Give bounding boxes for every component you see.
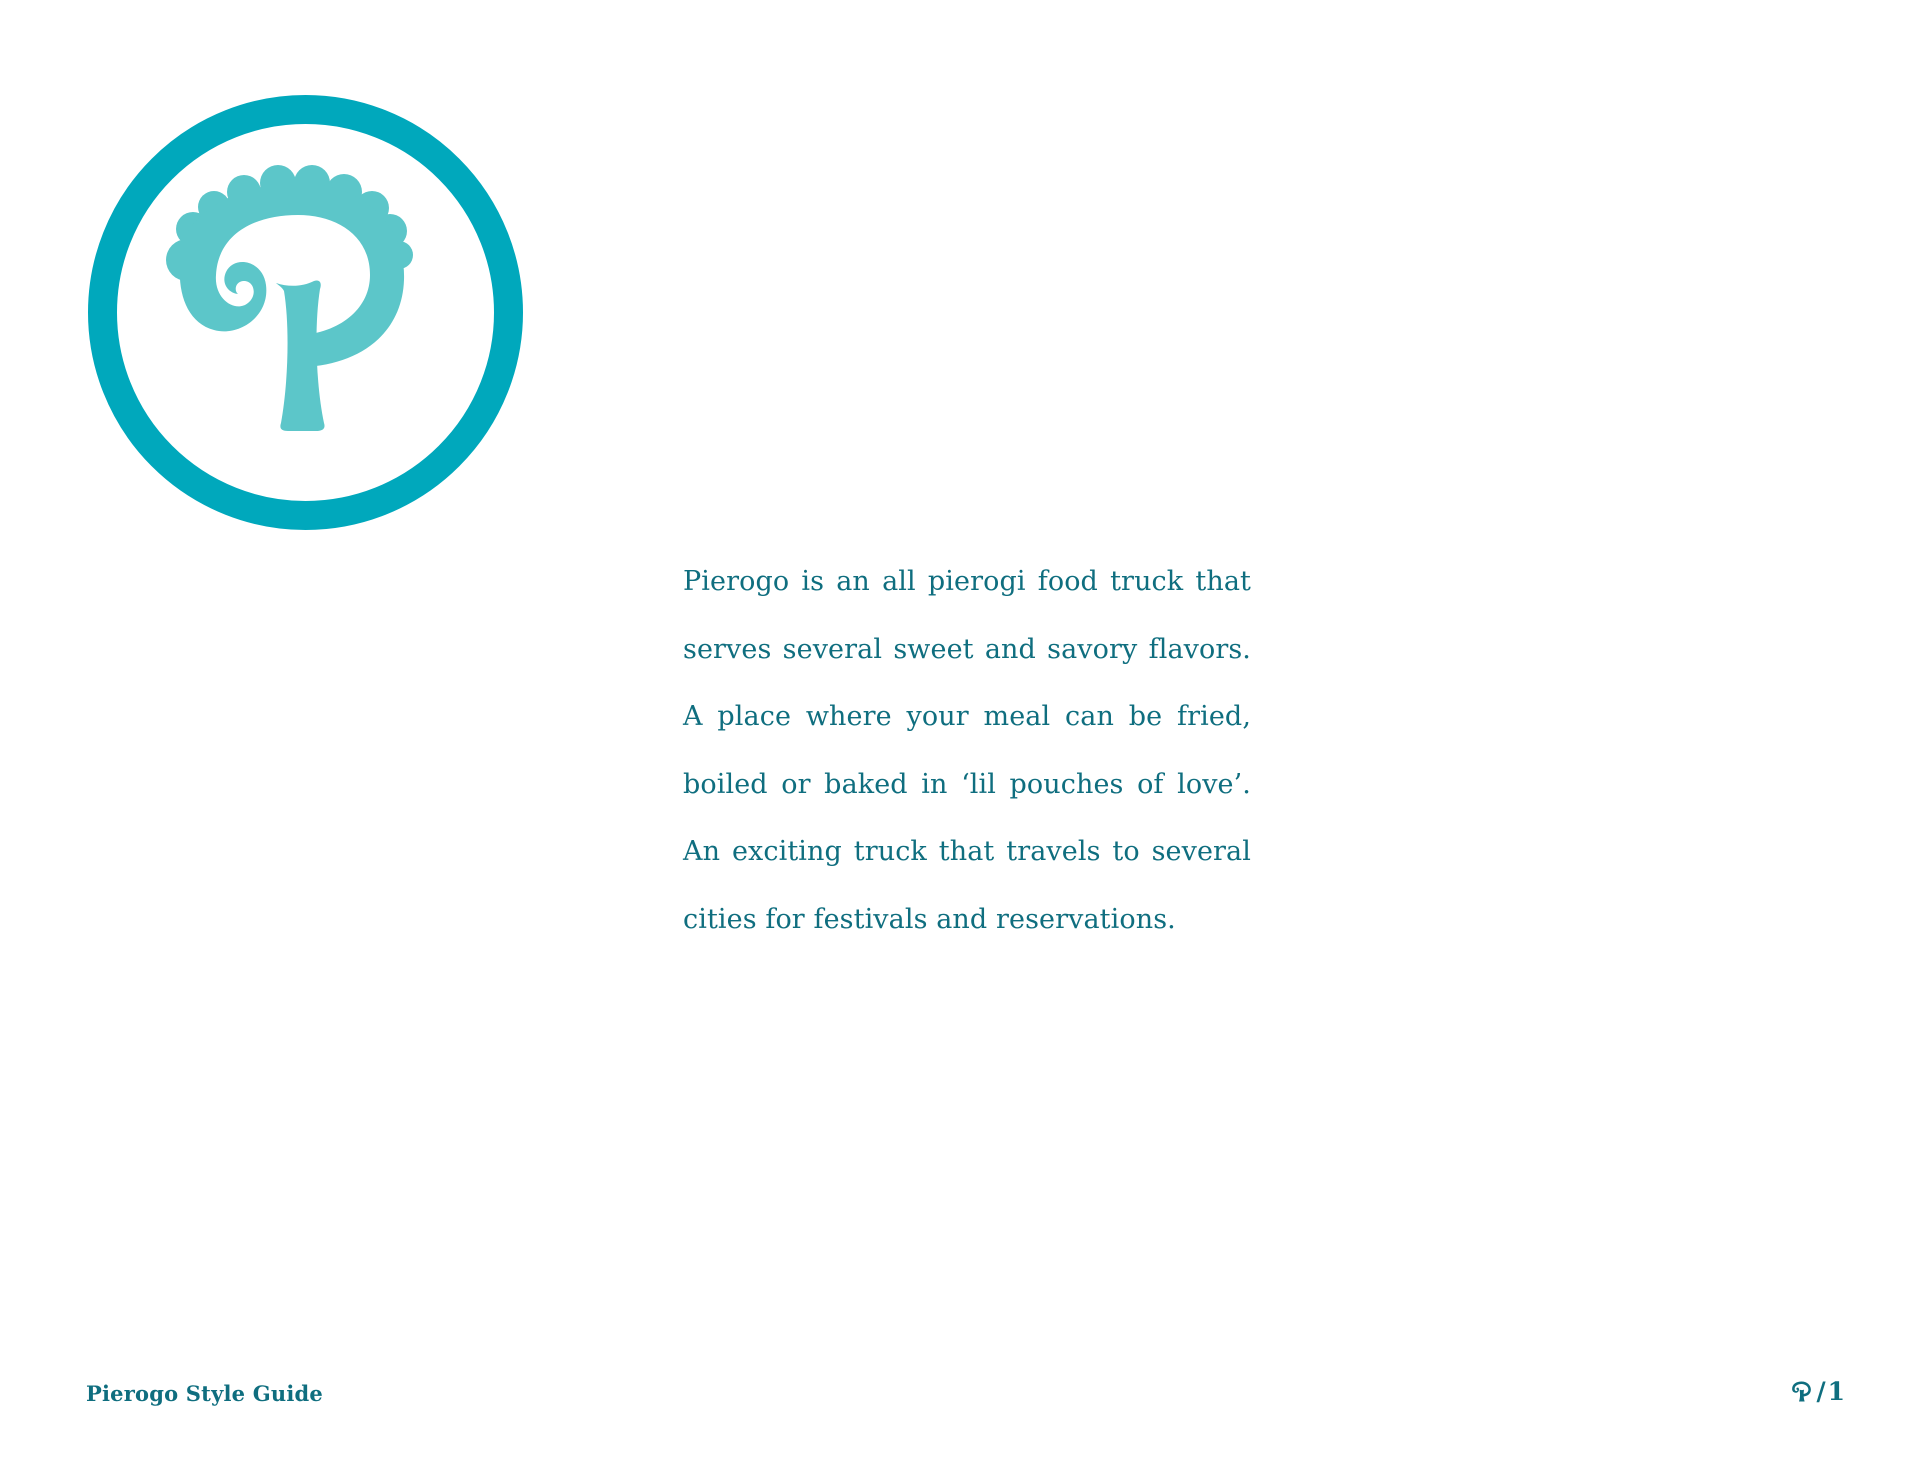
page-indicator (1789, 1377, 1845, 1406)
intro-line: Pierogo is an all pierogi food truck that (683, 566, 1251, 597)
intro-line: cities for festivals and reservations. (683, 903, 1176, 935)
page-number: 1 (1827, 1377, 1845, 1406)
pierogi-p-mini-icon (1789, 1379, 1814, 1404)
footer-title: Pierogo Style Guide (86, 1381, 323, 1406)
pierogi-p-logo-icon (88, 95, 523, 530)
intro-paragraph (683, 548, 1251, 953)
intro-line: serves several sweet and savory flavors. (683, 633, 1251, 665)
intro-line: boiled or baked in ‘lil pouches of love’. (683, 768, 1251, 800)
intro-line: An exciting truck that travels to several (683, 836, 1251, 867)
pierogi-logo (88, 95, 523, 530)
page-separator: / (1816, 1377, 1826, 1406)
intro-line: A place where your meal can be fried, (683, 701, 1251, 732)
